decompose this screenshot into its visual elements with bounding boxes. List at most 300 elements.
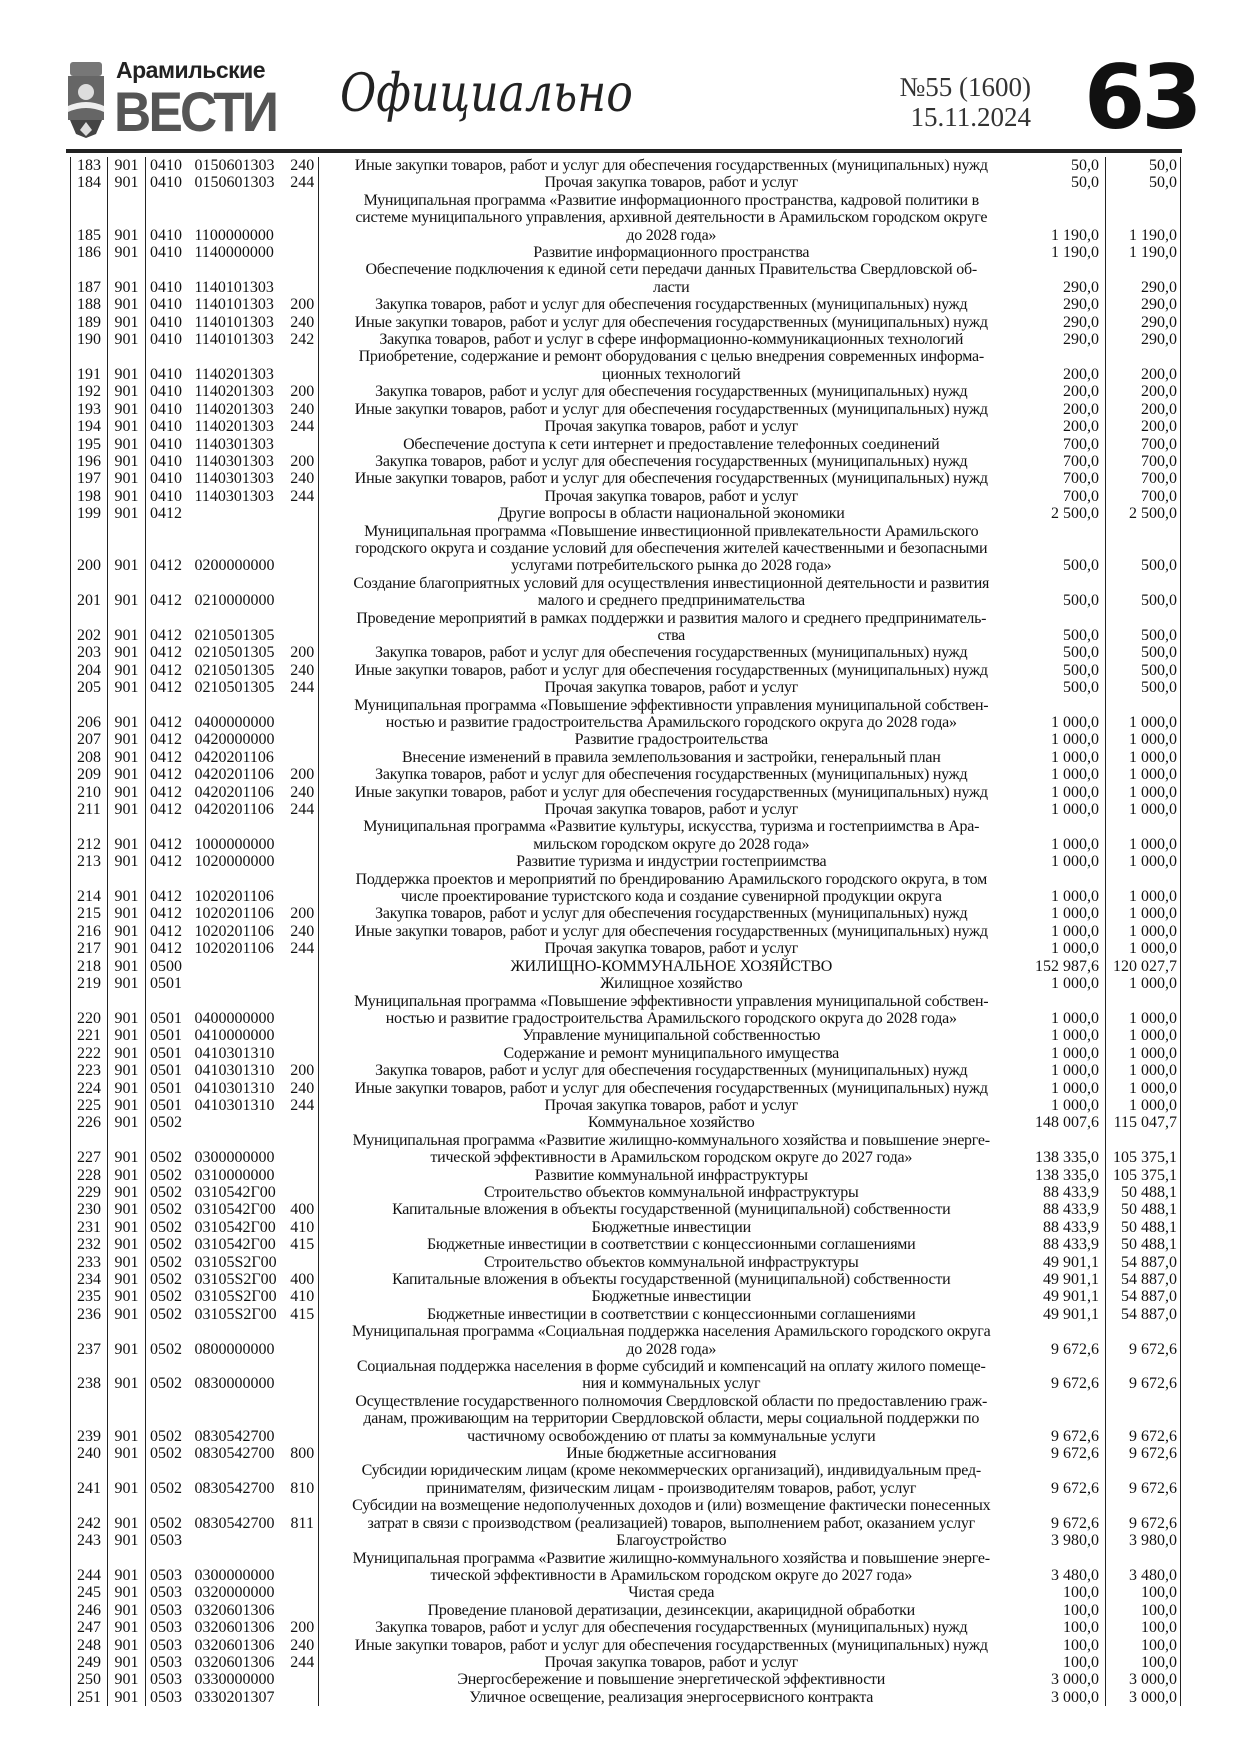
amount-year-2: 700,0 [1106,488,1181,505]
admin-code: 901 [108,905,146,922]
row-number: 193 [71,401,108,418]
expense-type [287,1584,319,1601]
table-row [71,818,1181,853]
amount-year-2: 50,0 [1106,157,1181,174]
amount-year-1: 1 190,0 [1024,192,1106,244]
row-number: 249 [71,1654,108,1671]
table-row [71,523,1181,575]
section-code: 0502 [150,1166,182,1184]
target-article: 0210501305 [194,644,275,662]
section-code: 0412 [150,731,182,749]
row-number: 207 [71,731,108,748]
section-code: 0410 [150,400,182,418]
description: Строительство объектов коммунальной инфраструктуры [483,1183,859,1201]
row-number: 209 [71,766,108,783]
amount-year-1: 500,0 [1024,662,1106,679]
section-code: 0412 [150,714,182,731]
section-code: 0410 [150,157,182,174]
section-code: 0410 [150,470,182,488]
target-article: 1140101303 [194,296,274,314]
amount-year-2: 1 000,0 [1106,766,1181,783]
section-code: 0412 [150,853,182,871]
target-article: 0420201106 [194,748,274,766]
expense-type: 240 [287,923,319,940]
expense-type [287,505,319,522]
amount-year-2: 1 000,0 [1106,801,1181,818]
target-article: 0320601306 [194,1653,275,1671]
admin-code: 901 [108,157,146,174]
row-number: 213 [71,853,108,870]
expense-type [287,749,319,766]
amount-year-2: 500,0 [1106,644,1181,661]
description: Чистая среда [628,1584,715,1602]
row-number: 202 [71,610,108,645]
amount-year-2: 1 190,0 [1106,192,1181,244]
amount-year-2: 100,0 [1106,1602,1181,1619]
amount-year-1: 1 000,0 [1024,853,1106,870]
expense-type: 415 [287,1306,319,1323]
amount-year-1: 9 672,6 [1024,1445,1106,1462]
row-number: 227 [71,1132,108,1167]
admin-code: 901 [108,1393,146,1445]
admin-code: 901 [108,505,146,522]
admin-code: 901 [108,1637,146,1654]
logo-top-text: Арамильские [116,57,266,83]
amount-year-1: 9 672,6 [1024,1393,1106,1445]
amount-year-1: 1 000,0 [1024,1080,1106,1097]
target-article: 0410000000 [194,1027,275,1045]
expense-type: 240 [287,784,319,801]
row-number: 206 [71,697,108,732]
section-code: 0502 [150,1445,182,1463]
section-code: 0410 [150,452,182,470]
amount-year-1: 1 000,0 [1024,1062,1106,1079]
section-code: 0412 [150,626,182,644]
amount-year-2: 1 000,0 [1106,905,1181,922]
description: Иные закупки товаров, работ и услуг для обеспечения государственных (муниципальных) нужд [354,661,988,679]
expense-type: 410 [287,1219,319,1236]
description: Муниципальная программа «Развитие информационного пространства, кадровой политики в системе муниципального управления, архивной деятельности в Арамильском городском округе до 2028 года» [355,191,988,244]
table-row [71,157,1181,174]
amount-year-2: 9 672,6 [1106,1462,1181,1497]
description: Иные закупки товаров, работ и услуг для обеспечения государственных (муниципальных) нужд [354,783,988,801]
row-number: 233 [71,1254,108,1271]
section-code: 0502 [150,1479,182,1497]
admin-code: 901 [108,1671,146,1688]
target-article: 0400000000 [194,1009,275,1027]
row-number: 240 [71,1445,108,1462]
expense-type [287,192,319,244]
table-row [71,436,1181,453]
amount-year-1: 49 901,1 [1024,1306,1106,1323]
admin-code: 901 [108,348,146,383]
amount-year-2: 200,0 [1106,418,1181,435]
amount-year-2: 105 375,1 [1106,1132,1181,1167]
amount-year-2: 500,0 [1106,523,1181,575]
table-row [71,731,1181,748]
description: Прочая закупка товаров, работ и услуг [544,174,799,192]
amount-year-1: 3 980,0 [1024,1532,1106,1549]
amount-year-2: 500,0 [1106,575,1181,610]
admin-code: 901 [108,1167,146,1184]
amount-year-1: 500,0 [1024,644,1106,661]
section-code: 0410 [150,174,182,192]
table-row [71,1184,1181,1201]
section-code: 0501 [150,1009,182,1027]
admin-code: 901 [108,1323,146,1358]
section-code: 0410 [150,365,182,383]
description: Иные закупки товаров, работ и услуг для обеспечения государственных (муниципальных) нужд [354,313,988,331]
expense-type: 240 [287,662,319,679]
expense-type: 800 [287,1445,319,1462]
expense-type [287,1132,319,1167]
table-row [71,1027,1181,1044]
description: Закупка товаров, работ и услуг для обеспечения государственных (муниципальных) нужд [375,766,968,784]
target-article: 0210501305 [194,679,275,697]
row-number: 248 [71,1637,108,1654]
table-row [71,1637,1181,1654]
amount-year-2: 50 488,1 [1106,1219,1181,1236]
row-number: 250 [71,1671,108,1688]
expense-type [287,1393,319,1445]
row-number: 224 [71,1080,108,1097]
table-row [71,1219,1181,1236]
expense-type: 244 [287,1654,319,1671]
section-code: 0410 [150,435,182,453]
admin-code: 901 [108,1462,146,1497]
table-row [71,401,1181,418]
admin-code: 901 [108,1027,146,1044]
amount-year-1: 700,0 [1024,453,1106,470]
expense-type: 200 [287,296,319,313]
table-row [71,905,1181,922]
admin-code: 901 [108,1358,146,1393]
expense-type [287,975,319,992]
amount-year-1: 500,0 [1024,610,1106,645]
target-article: 03105S2Г00 [194,1288,277,1306]
expense-type: 200 [287,453,319,470]
description: Капитальные вложения в объекты государственной (муниципальной) собственности [392,1201,951,1219]
description: Закупка товаров, работ и услуг для обеспечения государственных (муниципальных) нужд [375,452,968,470]
description: Проведение плановой дератизации, дезинсекции, акарицидной обработки [427,1601,915,1619]
target-article: 0410301310 [194,1096,275,1114]
admin-code: 901 [108,470,146,487]
section-code: 0412 [150,766,182,784]
budget-table-body [71,157,1181,1706]
amount-year-2: 700,0 [1106,470,1181,487]
description: Бюджетные инвестиции в соответствии с концессионными соглашениями [426,1305,916,1323]
table-row [71,1288,1181,1305]
row-number: 197 [71,470,108,487]
amount-year-1: 88 433,9 [1024,1219,1106,1236]
amount-year-2: 1 000,0 [1106,697,1181,732]
amount-year-2: 1 000,0 [1106,1027,1181,1044]
expense-type [287,697,319,732]
expense-type [287,1671,319,1688]
row-number: 245 [71,1584,108,1601]
expense-type [287,1184,319,1201]
target-article: 1140000000 [194,244,274,262]
amount-year-1: 1 000,0 [1024,993,1106,1028]
expense-type: 810 [287,1462,319,1497]
admin-code: 901 [108,1062,146,1079]
description: Иные бюджетные ассигнования [566,1445,777,1463]
table-row [71,261,1181,296]
table-row [71,1323,1181,1358]
description: Иные закупки товаров, работ и услуг для обеспечения государственных (муниципальных) нужд [354,400,988,418]
target-article: 1140201303 [194,383,274,401]
section-code: 0503 [150,1532,182,1550]
amount-year-1: 9 672,6 [1024,1462,1106,1497]
table-row [71,1584,1181,1601]
page-number: 63 [1084,46,1199,149]
expense-type [287,1689,319,1706]
description: Муниципальная программа «Социальная поддержка населения Арамильского городского округа до 2028 года» [352,1323,991,1358]
row-number: 222 [71,1045,108,1062]
admin-code: 901 [108,1602,146,1619]
target-article [195,958,287,975]
target-article: 1100000000 [194,226,274,244]
table-row [71,470,1181,487]
amount-year-2: 3 480,0 [1106,1550,1181,1585]
target-article [195,1114,287,1131]
target-article: 0310542Г00 [194,1236,276,1254]
row-number: 231 [71,1219,108,1236]
section-code: 0502 [150,1218,182,1236]
admin-code: 901 [108,853,146,870]
expense-type: 200 [287,905,319,922]
expense-type: 410 [287,1288,319,1305]
row-number: 184 [71,174,108,191]
expense-type [287,1045,319,1062]
description: Развитие градостроительства [574,731,768,749]
row-number: 226 [71,1114,108,1131]
target-article: 03105S2Г00 [194,1305,277,1323]
table-row [71,1654,1181,1671]
expense-type: 240 [287,314,319,331]
admin-code: 901 [108,1236,146,1253]
expense-type: 244 [287,801,319,818]
admin-code: 901 [108,331,146,348]
target-article [195,1532,287,1549]
table-row [71,331,1181,348]
amount-year-1: 3 000,0 [1024,1671,1106,1688]
section-code: 0501 [150,975,182,993]
row-number: 215 [71,905,108,922]
section-code: 0412 [150,592,182,610]
admin-code: 901 [108,1271,146,1288]
row-number: 223 [71,1062,108,1079]
amount-year-2: 500,0 [1106,610,1181,645]
section-code: 0501 [150,1044,182,1062]
admin-code: 901 [108,975,146,992]
table-row [71,418,1181,435]
expense-type: 400 [287,1271,319,1288]
expense-type: 240 [287,401,319,418]
description: Иные закупки товаров, работ и услуг для обеспечения государственных (муниципальных) нужд [354,1636,988,1654]
table-row [71,1671,1181,1688]
admin-code: 901 [108,1219,146,1236]
admin-code: 901 [108,1497,146,1532]
description: ЖИЛИЩНО-КОММУНАЛЬНОЕ ХОЗЯЙСТВО [510,957,833,975]
amount-year-2: 54 887,0 [1106,1271,1181,1288]
admin-code: 901 [108,644,146,661]
amount-year-2: 50,0 [1106,174,1181,191]
admin-code: 901 [108,1132,146,1167]
section-code: 0410 [150,278,182,296]
amount-year-1: 1 000,0 [1024,871,1106,906]
amount-year-2: 9 672,6 [1106,1497,1181,1532]
table-row [71,174,1181,191]
section-code: 0412 [150,922,182,940]
admin-code: 901 [108,610,146,645]
description: Закупка товаров, работ и услуг для обеспечения государственных (муниципальных) нужд [375,296,968,314]
issue-date: 15.11.2024 [910,102,1031,132]
description: Муниципальная программа «Повышение инвестиционной привлекательности Арамильского городского округа и создание условий для обеспечения жителей качественными и безопасными услугами потребительского рынка до 2028 года» [355,522,988,575]
expense-type: 200 [287,644,319,661]
row-number: 188 [71,296,108,313]
admin-code: 901 [108,1619,146,1636]
expense-type [287,958,319,975]
expense-type: 200 [287,766,319,783]
section-code: 0412 [150,679,182,697]
table-row [71,1062,1181,1079]
admin-code: 901 [108,923,146,940]
row-number: 198 [71,488,108,505]
expense-type [287,1254,319,1271]
description: Бюджетные инвестиции [591,1218,751,1236]
amount-year-2: 50 488,1 [1106,1184,1181,1201]
row-number: 211 [71,801,108,818]
target-article: 0410301310 [194,1044,275,1062]
description: Бюджетные инвестиции [591,1288,751,1306]
section-code: 0412 [150,661,182,679]
table-row [71,1080,1181,1097]
description: Коммунальное хозяйство [588,1114,755,1132]
amount-year-2: 50 488,1 [1106,1201,1181,1218]
amount-year-1: 1 190,0 [1024,244,1106,261]
admin-code: 901 [108,192,146,244]
expense-type [287,1602,319,1619]
amount-year-2: 115 047,7 [1106,1114,1181,1131]
amount-year-2: 200,0 [1106,401,1181,418]
amount-year-1: 1 000,0 [1024,731,1106,748]
description: Приобретение, содержание и ремонт оборудования с целью внедрения современных информа- ционных технологий [358,348,984,383]
amount-year-2: 1 000,0 [1106,853,1181,870]
amount-year-1: 1 000,0 [1024,784,1106,801]
section-code: 0412 [150,644,182,662]
table-row [71,314,1181,331]
section-code: 0502 [150,1149,182,1167]
amount-year-1: 100,0 [1024,1619,1106,1636]
newspaper-logo [66,57,291,143]
admin-code: 901 [108,1445,146,1462]
amount-year-1: 1 000,0 [1024,940,1106,957]
row-number: 236 [71,1306,108,1323]
row-number: 208 [71,749,108,766]
amount-year-1: 9 672,6 [1024,1497,1106,1532]
target-article: 1140301303 [194,470,274,488]
expense-type [287,1323,319,1358]
expense-type [287,1532,319,1549]
amount-year-1: 200,0 [1024,418,1106,435]
row-number: 247 [71,1619,108,1636]
row-number: 237 [71,1323,108,1358]
target-article: 0310000000 [194,1166,275,1184]
amount-year-2: 1 000,0 [1106,923,1181,940]
row-number: 225 [71,1097,108,1114]
section-code: 0503 [150,1688,182,1706]
expense-type: 240 [287,157,319,174]
section-code: 0501 [150,1079,182,1097]
target-article: 1140301303 [194,487,274,505]
table-row [71,1462,1181,1497]
table-row [71,1114,1181,1131]
description: Закупка товаров, работ и услуг для обеспечения государственных (муниципальных) нужд [375,905,968,923]
description: Закупка товаров, работ и услуг для обеспечения государственных (муниципальных) нужд [375,383,968,401]
row-number: 186 [71,244,108,261]
target-article: 0320000000 [194,1584,275,1602]
amount-year-2: 54 887,0 [1106,1288,1181,1305]
description: Субсидии юридическим лицам (кроме некоммерческих организаций), индивидуальным пред- принимателям, физическим лицам - производителям товаров, работ, услуг [361,1462,981,1497]
section-code: 0412 [150,905,182,923]
amount-year-2: 2 500,0 [1106,505,1181,522]
amount-year-2: 1 000,0 [1106,1097,1181,1114]
expense-type [287,610,319,645]
section-code: 0412 [150,557,182,575]
amount-year-2: 50 488,1 [1106,1236,1181,1253]
section-code: 0503 [150,1671,182,1689]
expense-type: 244 [287,174,319,191]
amount-year-2: 120 027,7 [1106,958,1181,975]
description: Муниципальная программа «Повышение эффективности управления муниципальной собствен- ностью и развитие градостроительства Арамильского городского округа до 2028 года» [354,992,989,1027]
section-code: 0502 [150,1305,182,1323]
expense-type [287,853,319,870]
table-row [71,610,1181,645]
amount-year-1: 50,0 [1024,174,1106,191]
amount-year-2: 1 000,0 [1106,1080,1181,1097]
description: Закупка товаров, работ и услуг для обеспечения государственных (муниципальных) нужд [375,644,968,662]
section-code: 0500 [150,957,182,975]
admin-code: 901 [108,1080,146,1097]
section-code: 0502 [150,1271,182,1288]
expense-type: 244 [287,940,319,957]
target-article: 0420000000 [194,731,275,749]
description: Прочая закупка товаров, работ и услуг [544,801,799,819]
row-number: 238 [71,1358,108,1393]
target-article: 0410301310 [194,1062,275,1080]
amount-year-2: 700,0 [1106,436,1181,453]
table-row [71,1445,1181,1462]
section-code: 0502 [150,1288,182,1306]
section-code: 0410 [150,487,182,505]
amount-year-1: 100,0 [1024,1637,1106,1654]
expense-type [287,993,319,1028]
admin-code: 901 [108,575,146,610]
target-article: 1140101303 [194,331,274,349]
target-article: 0420201106 [194,801,274,819]
description: Строительство объектов коммунальной инфраструктуры [483,1253,859,1271]
amount-year-1: 1 000,0 [1024,1027,1106,1044]
target-article: 0320601306 [194,1619,275,1637]
amount-year-2: 3 980,0 [1106,1532,1181,1549]
target-article: 1140301303 [194,435,274,453]
row-number: 205 [71,679,108,696]
target-article: 0410301310 [194,1079,275,1097]
section-code: 0503 [150,1653,182,1671]
admin-code: 901 [108,1654,146,1671]
amount-year-1: 290,0 [1024,261,1106,296]
